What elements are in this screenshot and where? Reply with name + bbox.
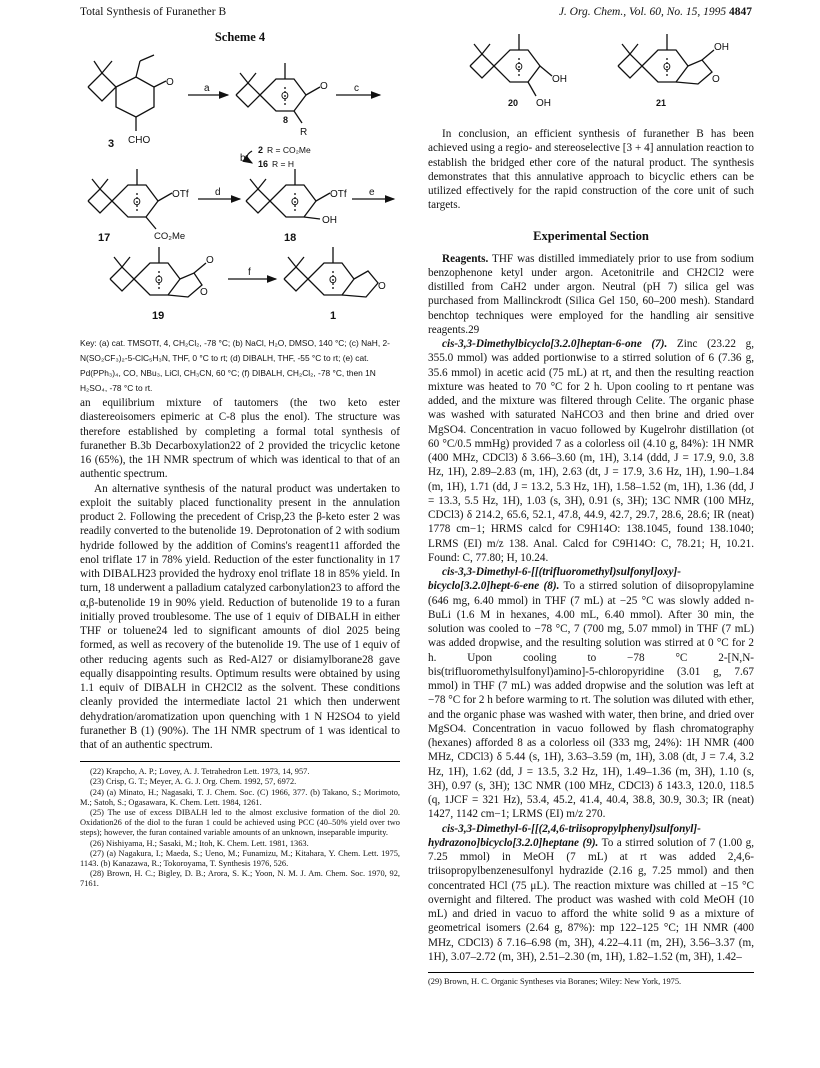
arrow-label-e: e	[369, 187, 375, 198]
compound-label-20: 20	[508, 98, 519, 108]
arrow-label-b: b	[240, 153, 246, 164]
footnote-29: (29) Brown, H. C. Organic Syntheses via Boranes; Wiley: New York, 1975.	[428, 972, 754, 987]
reagents-heading: Reagents.	[442, 252, 489, 265]
arrow-label-a: a	[204, 83, 210, 94]
arrow-label-c: c	[354, 83, 359, 94]
volume-issue: Vol. 60, No. 15, 1995	[629, 6, 727, 18]
atom-o-20: O	[515, 62, 523, 73]
reference-27: (27) (a) Nagakura, I.; Maeda, S.; Ueno, M.; Funamizu, M.; Kitahara, Y. Chem. Lett. 1975, 1143. (b) Kanazawa, R.; Tokoroyama, T. Synthesis 1976, 526.	[80, 848, 400, 869]
right-column	[428, 26, 754, 987]
structure-compound-18	[246, 169, 330, 219]
reagents-text: THF was distilled immediately prior to use from sodium benzophenone ketyl under argon. Acetonitrile and CH2Cl2 were distilled from CaH2 under argon. Neutral (pH 7) silica gel was purchased from Mallinckrodt (Silica Gel 150, 60–200 mesh). Standard benchtop techniques were employed for the handling air sensitive reagents.29	[428, 252, 754, 336]
compound-label-17: 17	[98, 232, 111, 244]
atom-r: R	[300, 127, 308, 138]
scheme-title: Scheme 4	[214, 30, 266, 44]
structure-compound-1	[284, 247, 378, 297]
atom-o-21-ring: O	[712, 74, 720, 85]
reference-23: (23) Crisp, G. T.; Meyer, A. G. J. Org. Chem. 1992, 57, 6972.	[90, 777, 297, 787]
structure-compound-20	[470, 34, 552, 96]
compound-label-18: 18	[284, 232, 297, 244]
compound-label-2: 2	[258, 145, 264, 155]
compound-8-text: To a stirred solution of diisopropylamine (646 mg, 6.40 mmol) in THF (7 mL) at −25 °C was slowly added n-BuLi (1.6 M in hexanes, 4.00 mL, 6.40 mmol). After 30 min, the solution was cooled to −78 °C, 7 (700 mg, 5.07 mmol) in THF (7 mL) was added dropwise, and the resulting solution was stirred at 0 °C for 2 h. Upon cooling to −78 °C 2-[N,N-bis(trifluoromethylsulfonyl)amino]-5-chloropyridine (3.01 g, 7.67 mmol) in THF (7 mL) was added dropwise and the solution was left at −78 °C for 2 h before warming to rt. The solution was diluted with ether, and the organic phase was washed with water, then brine, and dried over MgSO4. Concentration in vacuo followed by flash chromatography (hexanes) afforded 8 as a colorless oil (333 mg, 24%): 1H NMR (400 MHz, CDCl3) δ 5.44 (s, 1H), 3.63–3.59 (m, 1H), 3.08 (dt, J = 7.4, 3.2 Hz, 1H), 1.62 (dd, J = 13.5, 3.2 Hz, 1H), 1.49–1.36 (m, 3H), 1.10 (s, 3H), 0.97 (s, 3H); 13C NMR (100 MHz, CDCl3) δ 143.3, 120.0, 118.5 (q, 1JCF = 321 Hz), 53.4, 45.2, 41.4, 40.4, 38.8, 30.9, 30.3; IR (neat) 1427, 1142 cm−1; LRMS (EI) m/z 270.	[428, 580, 754, 821]
atom-o-8-bridge: O	[281, 91, 289, 102]
atom-o-19-bridge: O	[155, 275, 163, 286]
structures-20-21	[428, 26, 754, 122]
compound-8-heading: cis-3,3-Dimethyl-6-[[(trifluoromethyl)sulfonyl]oxy]-bicyclo[3.2.0]hept-6-ene (8).	[428, 566, 681, 593]
atom-o-8-ketone: O	[320, 81, 328, 92]
arrow-label-d: d	[215, 187, 221, 198]
left-column	[80, 26, 400, 890]
atom-cho-3: CHO	[128, 135, 151, 146]
atom-o-19-carbonyl: O	[206, 255, 214, 266]
atom-oh-20-b: OH	[536, 98, 551, 109]
running-header-title: Total Synthesis of Furanether B	[80, 6, 227, 18]
paragraph-alternative-synthesis: An alternative synthesis of the natural product was undertaken to exploit the suitably placed functionality present in the annulation product 2. Following the precedent of Crisp,23 the β-keto ester 2 was readily converted to the butenolide 19. Deprotonation of 2 with sodium hydride followed by the addition of Comins's reagent11 afforded the enol triflate 17 in 78% yield. Reduction of the ester functionality in 17 with DIBALH23 provided the hydroxy enol triflate 18 in 85% yield. In turn, 18 underwent a palladium catalyzed carbonylation23 to afford the α,β-butenolide 19 in 90% yield. Reduction of butenolide 19 to a furan initially proved troublesome. The use of 1 equiv of DIBALH in either THF or toluene24 led to significant amounts of diol 2025 being formed, as well as recovery of the butenolide 19. The use of 1 equiv of other reducing agents such as Red-Al27 or disiamylborane28 gave equally disappointing results. Optimum results were obtained by using 1.1 equiv of DIBALH in CH2Cl2 as the solvent. These conditions cleanly provided the intermediate lactol 21 which then underwent dehydration/aromatization upon quenching with 1 N H2SO4 to yield furanether B (1) (90%). The 1H NMR spectrum of 1 was identical to that of an authentic spectrum.	[80, 482, 400, 751]
scheme-4-diagram	[80, 47, 400, 329]
r-def-2: R = CO₂Me	[267, 145, 311, 155]
paragraph-compound-7	[428, 337, 754, 565]
running-header-journal	[559, 6, 752, 18]
reference-28: (28) Brown, H. C.; Bigley, D. B.; Arora, S. K.; Yoon, N. M. J. Am. Chem. Soc. 1970, 92, 7161.	[80, 869, 400, 889]
compound-label-3: 3	[108, 138, 115, 150]
reference-25: (25) The use of excess DIBALH led to the almost exclusive formation of the diol 20. Oxidation26 of the diol to the furan 1 could be achieved using PCC (40–50% yield over two steps); however, the furan contained variable amounts of an unknown, inseparable impurity.	[80, 808, 400, 838]
paragraph-conclusion: In conclusion, an efficient synthesis of furanether B has been achieved using a regio- and stereoselective [3 + 4] annulation reaction to establish the bridged ether core of the natural product. The synthesis demonstrates that this annulative approach to bicyclic ethers can be utilized effectively for the rapid construction of the core unit of such targets.	[428, 128, 754, 212]
paragraph-compound-8	[428, 565, 754, 822]
compound-label-8: 8	[283, 115, 289, 125]
structure-compound-17	[88, 169, 172, 229]
atom-co2me-17: CO₂Me	[154, 231, 186, 242]
compound-9-text: To a stirred solution of 7 (1.00 g, 7.25 mmol) in MeOH (7 mL) at rt was added 2,4,6-triisopropylbenzenesulfonyl hydrazide (2.16 g, 7.25 mmol) and then concentrated HCl (75 μL). The reaction mixture was chilled at −15 °C overnight and filtered. The product was washed with cold MeOH (10 mL) and dried in vacuo to afford the white solid 9 as a mixture of geometrical isomers (2.64 g, 87%): mp 122–125 °C; 1H NMR (400 MHz, CDCl3) δ 7.16–6.98 (m, 3H), 4.22–4.11 (m, 2H), 3.56–3.37 (m, 1H), 3.07–2.72 (m, 3H), 2.51–2.30 (m, 1H), 1.82–1.52 (m, 3H), 1.42–	[428, 836, 754, 963]
section-title-experimental: Experimental Section	[533, 228, 649, 243]
atom-otf-17: OTf	[172, 189, 189, 200]
structure-compound-8	[236, 63, 320, 123]
compound-9-heading: cis-3,3-Dimethyl-6-[[(2,4,6-triisopropylphenyl)sulfonyl]-hydrazono]bicyclo[3.2.0]heptane (9).	[428, 822, 701, 849]
reference-22: (22) Krapcho, A. P.; Lovey, A. J. Tetrahedron Lett. 1973, 14, 957.	[90, 767, 310, 777]
atom-oh-20-a: OH	[552, 74, 567, 85]
atom-otf-18: OTf	[330, 189, 347, 200]
journal-name: J. Org. Chem.,	[558, 6, 627, 18]
atom-o-21-bridge: O	[663, 62, 671, 73]
compound-7-heading: cis-3,3-Dimethylbicyclo[3.2.0]heptan-6-one (7).	[442, 338, 668, 350]
paragraph-compound-9	[428, 822, 754, 965]
structure-compound-21	[618, 34, 714, 84]
atom-o-17: O	[133, 197, 141, 208]
r-def-16: R = H	[272, 159, 294, 169]
arrow-b	[247, 151, 252, 163]
atom-o-3: O	[166, 77, 174, 88]
references-block	[80, 761, 400, 889]
atom-o-19-ring: O	[200, 287, 208, 298]
paragraph-reagents	[428, 252, 754, 338]
atom-oh-21: OH	[714, 42, 729, 53]
scheme-key: Key: (a) cat. TMSOTf, 4, CH₂Cl₂, -78 °C; (b) NaCl, H₂O, DMSO, 140 °C; (c) NaH, 2-N(SO₂CF₃)₂-5-ClC₅H₃N, THF, 0 °C to rt; (d) DIBALH, THF, -55 °C to rt; (e) cat. Pd(PPh₃)₄, CO, NBu₃, LiCl, CH₃CN, 60 °C; (f) DIBALH, CH₂Cl₂, -78 °C, then 1N H₂SO₄, -78 °C to rt.	[80, 338, 390, 393]
compound-7-text: Zinc (23.22 g, 355.0 mmol) was added portionwise to a stirred solution of 6 (7.36 g, 35.6 mmol) in acetic acid (75 mL) at rt, and then the resulting reaction mixture was heated to 70 °C for 2 h. Upon cooling to rt pentane was added, and the mixture was filtered through Celite. The organic phase was washed with saturated NaHCO3 and then brine and dried over MgSO4. Concentration in vacuo followed by Kugelrohr distillation (ot 60 °C/0.5 mmHg) provided 7 as a colorless oil (4.10 g, 84%): 1H NMR (400 MHz, CDCl3) δ 3.66–3.60 (m, 1H), 3.14 (ddd, J = 17.9, 9.0, 3.8 Hz, 1H), 2.89–2.83 (m, 1H), 2.63 (dt, J = 17.9, 3.6 Hz, 1H), 1.90–1.84 (m, 1H), 1.71 (dd, J = 13.2, 5.3 Hz, 1H), 1.58–1.52 (m, 1H), 1.36 (dd, J = 13.3, 5.5 Hz, 1H), 1.03 (s, 3H), 0.91 (s, 3H); 13C NMR (100 MHz, CDCl3) δ 214.2, 65.6, 52.1, 47.8, 44.9, 42.7, 29.7, 28.6, 28.6; IR (neat) 1778 cm−1; HRMS calcd for C9H14O: 138.1045, found 138.1040; LRMS (EI) m/z 138. Anal. Calcd for C9H14O: C, 78.21; H, 10.21. Found: C, 77.80; H, 10.24.	[428, 338, 755, 564]
arrow-label-f: f	[248, 267, 251, 278]
compound-label-21: 21	[656, 98, 667, 108]
structure-compound-19	[110, 247, 206, 297]
atom-o-18: O	[291, 197, 299, 208]
atom-oh-18: OH	[322, 215, 337, 226]
structure-compound-3	[88, 55, 166, 131]
compound-label-19: 19	[152, 310, 165, 322]
compound-label-1: 1	[330, 310, 337, 322]
atom-o-1-furan: O	[378, 281, 386, 292]
reference-26: (26) Nishiyama, H.; Sasaki, M.; Itoh, K. Chem. Lett. 1981, 1363.	[90, 838, 309, 848]
compound-label-16: 16	[258, 159, 269, 169]
atom-o-1-bridge: O	[329, 275, 337, 286]
page-number: 4847	[729, 6, 752, 18]
paragraph-tautomers: an equilibrium mixture of tautomers (the two keto ester diastereoisomers epimeric at C-8 plus the enol). The structure was therefore established by completing a formal total synthesis of furanether B.3b Decarboxylation22 of 2 provided the tricyclic ketone 16 (65%), the 1H NMR spectrum of which was identical to that of an authentic spectrum.	[80, 397, 400, 481]
reference-24: (24) (a) Minato, H.; Nagasaki, T. J. Chem. Soc. (C) 1966, 377. (b) Takano, S.; Morimoto, M.; Satoh, S.; Ogasawara, K. Chem. Lett. 1984, 1261.	[80, 787, 400, 807]
